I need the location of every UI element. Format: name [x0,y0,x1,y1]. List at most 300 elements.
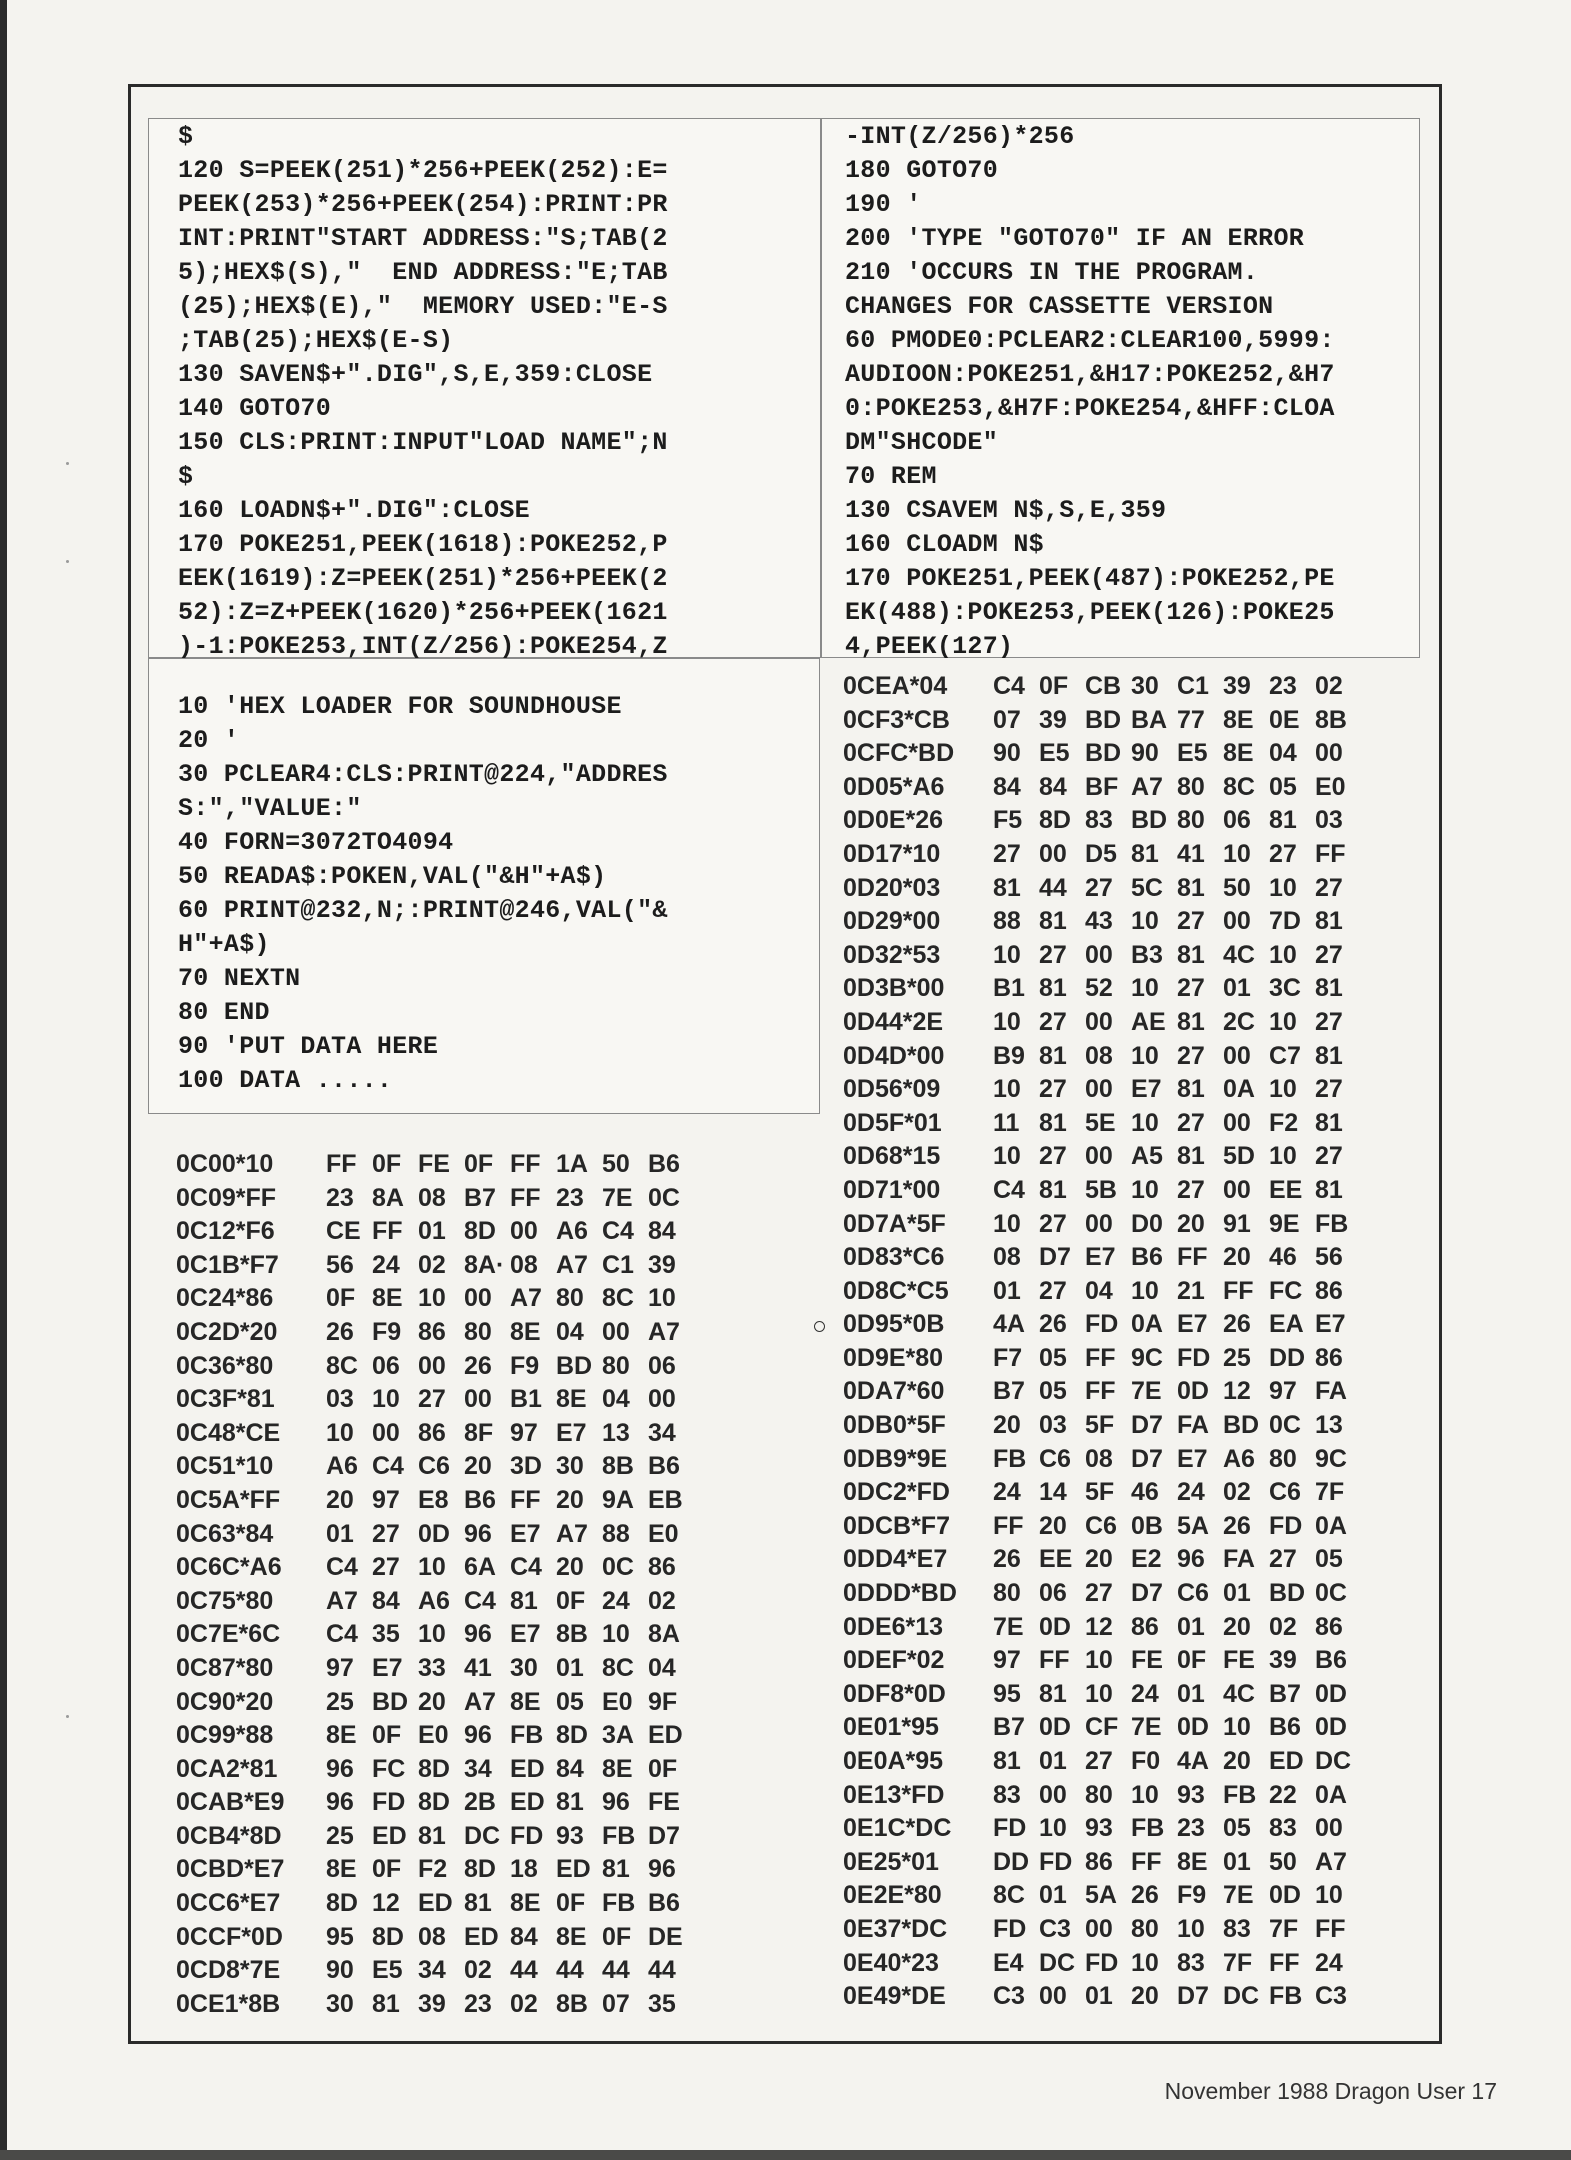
hex-byte: 8B [556,1989,588,2018]
hex-byte: 7E [1131,1713,1162,1742]
hex-byte: B7 [1269,1679,1301,1708]
hex-address: 0E01*95 [843,1713,939,1742]
hex-byte: 02 [510,1989,538,2018]
hex-address: 0E37*DC [843,1914,948,1943]
hex-dump-left [176,1148,694,2021]
hex-byte: 10 [1269,940,1297,969]
code-line: -INT(Z/256)*256 [845,122,1075,151]
hex-byte: 8D [326,1889,358,1918]
hex-address: 0E1C*DC [843,1814,952,1843]
hex-byte: 52 [1085,974,1113,1003]
code-line: 50 READA$:POKEN,VAL("&H"+A$) [178,862,607,891]
hex-byte: 26 [1223,1511,1251,1540]
hex-byte: FD [1085,1948,1119,1977]
hex-byte: DC [464,1821,501,1850]
hex-byte: 10 [1085,1646,1113,1675]
hex-byte: 10 [1131,907,1159,936]
hex-byte: 81 [510,1586,538,1615]
hex-byte: 27 [1085,1747,1113,1775]
hex-byte: 3C [1269,974,1301,1003]
hex-byte: 00 [1223,1108,1251,1137]
hex-byte: 8E [1223,739,1254,768]
hex-byte: 27 [1039,1075,1067,1104]
hex-byte: 34 [464,1754,492,1783]
hex-byte: E7 [1315,1310,1346,1339]
hex-byte: 00 [1039,1780,1067,1809]
hex-byte: 00 [1085,940,1113,969]
hex-byte: A7 [1131,772,1163,801]
hex-byte: 10 [326,1418,354,1447]
hex-byte: FD [993,1914,1027,1943]
hex-row [843,838,1361,872]
hex-address: 0C7E*6C [176,1620,281,1649]
hex-byte: 8D [464,1217,496,1246]
hex-byte: 5D [1223,1142,1255,1171]
hex-byte: D0 [1131,1209,1163,1238]
hex-byte: 04 [602,1385,630,1414]
code-line: (25);HEX$(E)," MEMORY USED:"E-S [178,292,668,321]
hex-byte: 5A [1177,1511,1209,1540]
hex-byte: 81 [602,1855,630,1884]
hex-byte: 07 [993,705,1021,734]
code-line: 90 'PUT DATA HERE [178,1032,439,1061]
hex-row [843,872,1361,906]
hex-byte: 0D [1177,1377,1209,1406]
hex-byte: FF [1085,1377,1116,1406]
hex-byte: 01 [1223,1847,1251,1876]
hex-byte: 20 [1223,1747,1251,1775]
hex-byte: 8B [1315,705,1347,734]
hex-row [843,670,1361,704]
hex-byte: 39 [648,1250,676,1279]
code-line: 120 S=PEEK(251)*256+PEEK(252):E= [178,156,668,185]
hex-address: 0DE6*13 [843,1612,944,1641]
hex-byte: 8E [1223,705,1254,734]
hex-byte: 44 [1039,873,1067,902]
hex-byte: 0F [372,1721,402,1750]
hex-byte: 80 [556,1284,584,1313]
code-line: 70 REM [845,462,937,491]
hex-byte: 27 [1085,873,1113,902]
hex-byte: 26 [1131,1881,1159,1910]
hex-byte: 7E [1223,1881,1254,1910]
hex-byte: 23 [326,1183,354,1212]
hex-byte: 0A [1315,1511,1347,1540]
hex-byte: 00 [1085,1914,1113,1943]
hex-byte: B7 [464,1183,496,1212]
hex-byte: 27 [372,1519,400,1548]
hex-byte: 27 [1315,940,1343,969]
code-line: H"+A$) [178,930,270,959]
hex-byte: 96 [326,1754,354,1783]
hex-byte: 06 [1223,806,1251,835]
hex-byte: 08 [510,1250,538,1279]
hex-byte: 0F [464,1150,494,1178]
hex-address: 0C5A*FF [176,1485,281,1514]
hex-byte: 10 [1131,1108,1159,1137]
hex-byte: 9A [602,1485,634,1514]
hex-byte: C4 [326,1553,358,1582]
hex-byte: 00 [372,1418,400,1447]
hex-byte: 83 [1223,1914,1251,1943]
hex-address: 0D68*15 [843,1142,941,1171]
code-line: 150 CLS:PRINT:INPUT"LOAD NAME";N [178,428,668,457]
hex-byte: 8D [372,1922,404,1951]
hex-byte: A6 [418,1586,450,1615]
hex-byte: FB [602,1889,636,1918]
hex-byte: 46 [1269,1243,1297,1272]
hex-address: 0D71*00 [843,1175,941,1204]
hex-byte: 24 [1315,1948,1343,1977]
hex-byte: 30 [326,1989,354,2018]
hex-byte: 96 [464,1519,492,1548]
hex-byte: 96 [1177,1545,1205,1574]
hex-row [176,1350,694,1384]
hex-byte: 30 [510,1653,538,1682]
hex-byte: 00 [1085,1075,1113,1104]
hex-byte: F7 [993,1343,1023,1372]
hex-byte: 86 [1085,1847,1113,1876]
hex-byte: 81 [1315,907,1343,936]
hex-byte: 0B [1131,1511,1163,1540]
hex-row [843,905,1361,939]
hex-byte: FF [993,1511,1024,1540]
hex-byte: 01 [326,1519,354,1548]
hex-byte: F9 [372,1317,402,1346]
hex-byte: 25 [326,1687,354,1716]
hex-byte: EA [1269,1310,1304,1339]
hex-byte: 41 [464,1653,492,1682]
hex-byte: 0F [1039,672,1069,700]
hex-address: 0D7A*5F [843,1209,946,1238]
hex-byte: 0D [418,1519,450,1548]
hex-byte: FB [1269,1982,1303,2011]
hex-address: 0D83*C6 [843,1243,945,1272]
page-footer: November 1988 Dragon User 17 [1164,2078,1497,2104]
hex-byte: 27 [993,839,1021,868]
hex-byte: FC [372,1754,406,1783]
code-line: ;TAB(25);HEX$(E-S) [178,326,454,355]
hex-byte: FA [1315,1377,1347,1406]
code-line: 170 POKE251,PEEK(487):POKE252,PE [845,564,1335,593]
hex-byte: 39 [1039,705,1067,734]
hex-address: 0DB9*9E [843,1444,948,1473]
hex-byte: E7 [556,1418,587,1447]
hex-byte: 23 [464,1989,492,2018]
hex-byte: 01 [1039,1747,1067,1775]
hex-row [843,972,1361,1006]
hex-byte: 24 [372,1250,400,1279]
hex-byte: A6 [326,1452,358,1481]
hex-byte: 9F [648,1687,678,1716]
hex-byte: BD [556,1351,593,1380]
hex-byte: 81 [372,1989,400,2018]
hex-byte: 10 [1131,974,1159,1003]
hex-byte: 20 [418,1687,446,1716]
hex-byte: 0D [1269,1881,1301,1910]
hex-byte: A7 [1315,1847,1347,1876]
hex-byte: 8F [464,1418,494,1447]
hex-address: 0DA7*60 [843,1377,945,1406]
hex-byte: 8A [372,1183,404,1212]
hex-byte: 27 [1039,1209,1067,1238]
hex-byte: 27 [1177,1108,1205,1137]
hex-byte: 01 [418,1217,446,1246]
hex-byte: A7 [648,1317,680,1346]
hex-byte: 27 [1039,1007,1067,1036]
hex-byte: A7 [556,1519,588,1548]
hex-byte: 95 [326,1922,354,1951]
hex-byte: 13 [1315,1411,1343,1440]
hex-byte: 97 [372,1485,400,1514]
hex-byte: 14 [1039,1478,1067,1507]
hex-address: 0CAB*E9 [176,1788,285,1817]
hex-address: 0C99*88 [176,1721,274,1750]
hex-byte: 10 [418,1620,446,1649]
hex-byte: F2 [1269,1108,1299,1137]
hex-byte: 01 [556,1653,584,1682]
hex-byte: 34 [648,1418,676,1447]
hex-byte: 81 [1315,1175,1343,1204]
hex-byte: 7E [1131,1377,1162,1406]
hex-row [843,1543,1361,1577]
hex-byte: 22 [1269,1780,1297,1809]
hex-byte: FD [1085,1310,1119,1339]
hex-byte: F2 [418,1855,448,1884]
hex-byte: 10 [1223,1713,1251,1742]
hex-row [176,1686,694,1720]
hex-address: 0D17*10 [843,839,941,868]
hex-byte: B6 [648,1150,680,1178]
hex-byte: 80 [1131,1914,1159,1943]
hex-byte: 8E [510,1317,541,1346]
margin-dot [66,1715,69,1718]
hex-row [843,1073,1361,1107]
hex-byte: 00 [1039,839,1067,868]
hex-byte: 20 [1223,1243,1251,1272]
hex-byte: 06 [372,1351,400,1380]
hex-byte: 8C [602,1653,634,1682]
hex-byte: 05 [1039,1343,1067,1372]
hex-row [176,1282,694,1316]
hex-byte: DD [1269,1343,1306,1372]
hex-byte: 93 [1085,1814,1113,1843]
hex-byte: A7 [464,1687,496,1716]
hex-byte: 26 [326,1317,354,1346]
hex-byte: 81 [1131,839,1159,868]
code-line: 100 DATA ..... [178,1066,393,1095]
hex-byte: 77 [1177,705,1205,734]
hex-row [176,1853,694,1887]
hex-byte: 97 [1269,1377,1297,1406]
hex-byte: 0D [1315,1713,1347,1742]
hex-address: 0C12*F6 [176,1217,275,1246]
hex-byte: FC [1269,1276,1303,1305]
hex-byte: 01 [1177,1612,1205,1641]
hex-byte: E0 [1315,772,1346,801]
hex-address: 0C63*84 [176,1519,274,1548]
hex-byte: 56 [326,1250,354,1279]
hex-byte: 20 [1131,1982,1159,2011]
margin-dot [66,560,69,563]
hex-row [176,1148,694,1182]
hex-byte: BF [1085,772,1119,801]
hex-byte: EE [1269,1175,1303,1204]
hex-byte: 00 [648,1385,676,1414]
hex-byte: FF [1085,1343,1116,1372]
hex-byte: B6 [1131,1243,1163,1272]
code-line: AUDIOON:POKE251,&H17:POKE252,&H7 [845,360,1335,389]
hex-byte: B6 [648,1452,680,1481]
hex-row [176,1182,694,1216]
hex-byte: 10 [1269,1075,1297,1104]
hex-byte: EB [648,1485,683,1514]
page-bottom-shadow [0,2150,1571,2160]
hex-address: 0D5F*01 [843,1108,942,1137]
code-line: 210 'OCCURS IN THE PROGRAM. [845,258,1259,287]
hex-byte: 34 [418,1956,446,1985]
circle-marker-icon [814,1321,825,1332]
code-line: 160 CLOADM N$ [845,530,1044,559]
hex-byte: 8E [1177,1847,1208,1876]
hex-byte: 24 [602,1586,630,1615]
hex-byte: DC [1315,1747,1352,1775]
hex-byte: 7D [1269,907,1301,936]
hex-address: 0D8C*C5 [843,1276,949,1305]
hex-byte: ED [418,1889,453,1918]
hex-byte: FB [1131,1814,1165,1843]
hex-byte: 90 [326,1956,354,1985]
hex-byte: C1 [602,1250,634,1279]
hex-byte: B7 [993,1377,1025,1406]
hex-row [176,1753,694,1787]
hex-row [843,1980,1361,2014]
hex-row [843,1879,1361,1913]
hex-address: 0C48*CE [176,1418,281,1447]
hex-byte: A7 [510,1284,542,1313]
hex-byte: 02 [1223,1478,1251,1507]
hex-byte: 8B [602,1452,634,1481]
hex-byte: 05 [1269,772,1297,801]
hex-byte: 0F [372,1150,402,1178]
hex-byte: C4 [993,1175,1025,1204]
hex-row [843,1476,1361,1510]
hex-byte: E0 [418,1721,449,1750]
hex-byte: 8C [993,1881,1025,1910]
hex-byte: 41 [1177,839,1205,868]
hex-byte: C4 [372,1452,404,1481]
hex-byte: 33 [418,1653,446,1682]
hex-byte: D7 [648,1821,680,1850]
hex-byte: 04 [648,1653,676,1682]
hex-byte: B3 [1131,940,1163,969]
hex-byte: 97 [510,1418,538,1447]
hex-byte: 01 [1039,1881,1067,1910]
hex-row [843,1711,1361,1745]
hex-byte: FB [993,1444,1027,1473]
hex-byte: 20 [1039,1511,1067,1540]
hex-byte: 03 [326,1385,354,1414]
hex-byte: AE [1131,1007,1166,1036]
hex-byte: 03 [1315,806,1343,835]
hex-byte: 8A· [464,1250,505,1279]
hex-row [176,1786,694,1820]
hex-byte: FE [1131,1646,1163,1675]
hex-byte: FB [602,1821,636,1850]
hex-byte: 80 [464,1317,492,1346]
hex-byte: 8E [372,1284,403,1313]
hex-byte: FE [1223,1646,1255,1675]
hex-address: 0E40*23 [843,1948,939,1977]
hex-row [843,1241,1361,1275]
hex-byte: E7 [1177,1444,1208,1473]
hex-byte: FE [418,1150,450,1178]
code-line: 60 PMODE0:PCLEAR2:CLEAR100,5999: [845,326,1335,355]
hex-row [843,939,1361,973]
code-line: PEEK(253)*256+PEEK(254):PRINT:PR [178,190,668,219]
hex-address: 0C90*20 [176,1687,274,1716]
hex-byte: 8E [326,1855,357,1884]
hex-byte: 8C [326,1351,358,1380]
hex-address: 0D20*03 [843,873,941,902]
hex-byte: FD [1177,1343,1211,1372]
hex-byte: BD [1085,739,1122,768]
hex-byte: ED [510,1754,545,1783]
hex-byte: 83 [1085,806,1113,835]
hex-byte: 20 [1177,1209,1205,1238]
hex-address: 0E2E*80 [843,1881,942,1910]
hex-byte: 81 [1315,974,1343,1003]
hex-byte: 0D [1039,1713,1071,1742]
hex-row [843,1510,1361,1544]
hex-byte: 84 [556,1754,584,1783]
hex-byte: C7 [1269,1041,1301,1070]
hex-byte: 96 [464,1721,492,1750]
hex-byte: B6 [1315,1646,1347,1675]
hex-byte: FB [1223,1780,1257,1809]
hex-row [176,1585,694,1619]
hex-byte: E2 [1131,1545,1162,1574]
hex-byte: 25 [326,1821,354,1850]
hex-byte: 6A [464,1553,496,1582]
hex-byte: E7 [372,1653,403,1682]
hex-byte: 9E [1269,1209,1300,1238]
hex-address: 0CA2*81 [176,1754,278,1783]
hex-byte: 81 [1039,974,1067,1003]
hex-row [843,1846,1361,1880]
hex-byte: 10 [1039,1814,1067,1843]
hex-byte: 20 [556,1553,584,1582]
hex-byte: 50 [602,1150,630,1178]
hex-address: 0C00*10 [176,1150,274,1178]
hex-byte: 81 [1177,873,1205,902]
hex-byte: ED [464,1922,499,1951]
hex-byte: BA [1131,705,1168,734]
hex-byte: C6 [1177,1579,1209,1608]
hex-byte: 06 [1039,1579,1067,1608]
hex-byte: 27 [1039,940,1067,969]
hex-byte: FF [1269,1948,1300,1977]
hex-byte: B1 [510,1385,542,1414]
hex-byte: 39 [1269,1646,1297,1675]
hex-row [843,1174,1361,1208]
hex-byte: 27 [1269,839,1297,868]
hex-byte: 10 [1269,1142,1297,1171]
listing-main-left [178,120,668,664]
hex-address: 0CEA*04 [843,672,948,700]
hex-row [843,1208,1361,1242]
hex-byte: 80 [1177,772,1205,801]
